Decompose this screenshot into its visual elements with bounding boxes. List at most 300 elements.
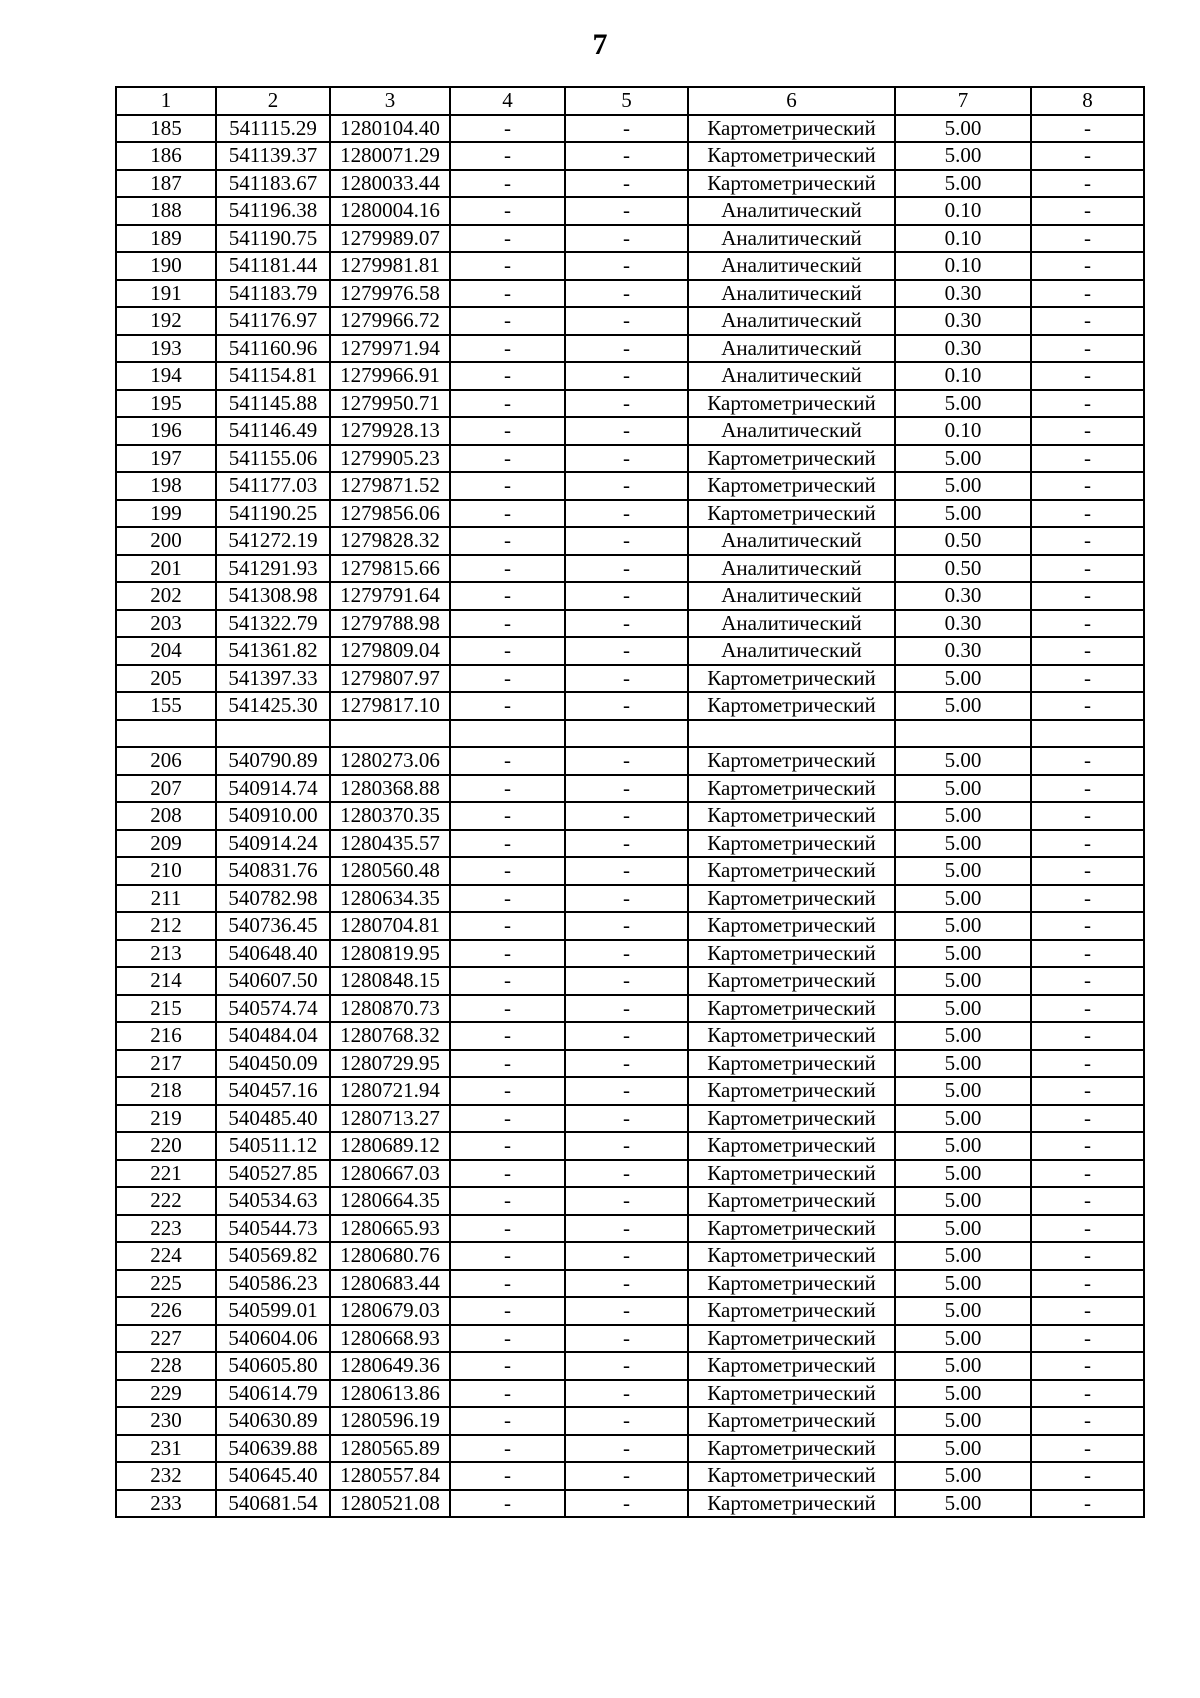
- cell-method: Картометрический: [688, 885, 895, 913]
- cell-col-4: -: [450, 1380, 565, 1408]
- cell-x-coordinate: 541322.79: [216, 610, 330, 638]
- cell-col-5: -: [565, 115, 688, 143]
- cell-method: Картометрический: [688, 1187, 895, 1215]
- cell-point-number: 194: [116, 362, 216, 390]
- cell-col-8: -: [1031, 252, 1144, 280]
- cell-method: Картометрический: [688, 692, 895, 720]
- table-row: [116, 170, 1144, 198]
- cell-accuracy: 0.30: [895, 280, 1031, 308]
- cell-method: Картометрический: [688, 912, 895, 940]
- cell-col-8: -: [1031, 1490, 1144, 1518]
- cell-y-coordinate: 1280848.15: [330, 967, 450, 995]
- cell-method: Картометрический: [688, 747, 895, 775]
- cell-col-4: -: [450, 1490, 565, 1518]
- cell-col-8: -: [1031, 527, 1144, 555]
- cell-y-coordinate: 1280704.81: [330, 912, 450, 940]
- cell-y-coordinate: 1280521.08: [330, 1490, 450, 1518]
- cell-col-4: -: [450, 775, 565, 803]
- cell-x-coordinate: 541155.06: [216, 445, 330, 473]
- cell-accuracy: 5.00: [895, 995, 1031, 1023]
- cell-method: Картометрический: [688, 1132, 895, 1160]
- cell-col-4: -: [450, 1132, 565, 1160]
- cell-col-8: -: [1031, 335, 1144, 363]
- table-row: [116, 692, 1144, 720]
- cell-method: Аналитический: [688, 197, 895, 225]
- cell-col-4: -: [450, 1105, 565, 1133]
- cell-accuracy: 0.10: [895, 417, 1031, 445]
- cell-col-4: -: [450, 472, 565, 500]
- cell-accuracy: 5.00: [895, 1462, 1031, 1490]
- cell-y-coordinate: 1279981.81: [330, 252, 450, 280]
- cell-x-coordinate: 541154.81: [216, 362, 330, 390]
- cell-method: Аналитический: [688, 555, 895, 583]
- cell-col-8: -: [1031, 940, 1144, 968]
- cell-y-coordinate: 1280680.76: [330, 1242, 450, 1270]
- cell-y-coordinate: 1280713.27: [330, 1105, 450, 1133]
- cell-col-8: -: [1031, 1270, 1144, 1298]
- cell-method: Картометрический: [688, 1435, 895, 1463]
- cell-point-number: 227: [116, 1325, 216, 1353]
- cell-col-4: -: [450, 1160, 565, 1188]
- cell-col-5: -: [565, 1270, 688, 1298]
- cell-method: Картометрический: [688, 1407, 895, 1435]
- cell-col-4: -: [450, 280, 565, 308]
- cell-point-number: 228: [116, 1352, 216, 1380]
- cell-y-coordinate: 1279989.07: [330, 225, 450, 253]
- cell-point-number: 196: [116, 417, 216, 445]
- table-row: [116, 1297, 1144, 1325]
- table-row: [116, 1132, 1144, 1160]
- cell-accuracy: 0.30: [895, 637, 1031, 665]
- cell-point-number: 221: [116, 1160, 216, 1188]
- cell-method: Картометрический: [688, 390, 895, 418]
- cell-x-coordinate: 541177.03: [216, 472, 330, 500]
- column-header-7: 7: [895, 87, 1031, 115]
- cell-accuracy: 5.00: [895, 802, 1031, 830]
- cell-col-4: -: [450, 142, 565, 170]
- cell-col-5: -: [565, 527, 688, 555]
- cell-method: Аналитический: [688, 610, 895, 638]
- cell-accuracy: 5.00: [895, 1325, 1031, 1353]
- table-row: [116, 637, 1144, 665]
- table-row: [116, 362, 1144, 390]
- cell-col-4: -: [450, 390, 565, 418]
- separator-row: [116, 720, 1144, 748]
- table-row: [116, 885, 1144, 913]
- table-row: [116, 1435, 1144, 1463]
- cell-col-8: -: [1031, 1352, 1144, 1380]
- cell-y-coordinate: 1280596.19: [330, 1407, 450, 1435]
- cell-x-coordinate: 540645.40: [216, 1462, 330, 1490]
- cell-point-number: 215: [116, 995, 216, 1023]
- cell-col-4: -: [450, 197, 565, 225]
- cell-accuracy: 5.00: [895, 1352, 1031, 1380]
- cell-col-4: -: [450, 362, 565, 390]
- cell-y-coordinate: 1280557.84: [330, 1462, 450, 1490]
- table-row: [116, 417, 1144, 445]
- table-row: [116, 1270, 1144, 1298]
- cell-y-coordinate: 1279871.52: [330, 472, 450, 500]
- table-row: [116, 390, 1144, 418]
- cell-method: Картометрический: [688, 857, 895, 885]
- cell-y-coordinate: 1280273.06: [330, 747, 450, 775]
- table-row: [116, 472, 1144, 500]
- cell-col-4: -: [450, 417, 565, 445]
- cell-col-8: -: [1031, 197, 1144, 225]
- cell-y-coordinate: 1279966.91: [330, 362, 450, 390]
- column-header-8: 8: [1031, 87, 1144, 115]
- cell-method: Картометрический: [688, 665, 895, 693]
- cell-col-5: -: [565, 940, 688, 968]
- cell-accuracy: 5.00: [895, 1215, 1031, 1243]
- cell-col-4: -: [450, 225, 565, 253]
- cell-col-4: -: [450, 1187, 565, 1215]
- cell-accuracy: 5.00: [895, 1187, 1031, 1215]
- cell-col-8: -: [1031, 280, 1144, 308]
- cell-y-coordinate: 1280033.44: [330, 170, 450, 198]
- cell-method: Картометрический: [688, 1215, 895, 1243]
- table-row: [116, 802, 1144, 830]
- table-body: [116, 87, 1144, 1517]
- cell-point-number: 230: [116, 1407, 216, 1435]
- cell-x-coordinate: 541190.75: [216, 225, 330, 253]
- cell-x-coordinate: 540511.12: [216, 1132, 330, 1160]
- cell-accuracy: 5.00: [895, 665, 1031, 693]
- cell-col-4: -: [450, 445, 565, 473]
- cell-x-coordinate: 540569.82: [216, 1242, 330, 1270]
- cell-col-5: -: [565, 1407, 688, 1435]
- cell-point-number: 211: [116, 885, 216, 913]
- cell-y-coordinate: 1280104.40: [330, 115, 450, 143]
- cell-method: Картометрический: [688, 1105, 895, 1133]
- cell-col-4: -: [450, 1022, 565, 1050]
- coordinates-table: [115, 86, 1145, 1518]
- cell-col-8: -: [1031, 1077, 1144, 1105]
- cell-col-8: -: [1031, 1187, 1144, 1215]
- cell-y-coordinate: 1280560.48: [330, 857, 450, 885]
- cell-y-coordinate: 1280649.36: [330, 1352, 450, 1380]
- cell-col-8: [1031, 720, 1144, 748]
- cell-accuracy: 0.10: [895, 362, 1031, 390]
- cell-col-8: -: [1031, 692, 1144, 720]
- cell-method: Картометрический: [688, 115, 895, 143]
- cell-method: [688, 720, 895, 748]
- cell-y-coordinate: 1279788.98: [330, 610, 450, 638]
- cell-col-4: -: [450, 1270, 565, 1298]
- cell-point-number: 210: [116, 857, 216, 885]
- cell-x-coordinate: 540534.63: [216, 1187, 330, 1215]
- cell-col-4: -: [450, 665, 565, 693]
- cell-col-5: -: [565, 1105, 688, 1133]
- cell-accuracy: 5.00: [895, 1132, 1031, 1160]
- column-header-2: 2: [216, 87, 330, 115]
- cell-accuracy: 5.00: [895, 1077, 1031, 1105]
- cell-accuracy: 0.30: [895, 610, 1031, 638]
- cell-col-4: -: [450, 830, 565, 858]
- cell-method: Картометрический: [688, 1462, 895, 1490]
- cell-col-4: -: [450, 967, 565, 995]
- cell-col-8: -: [1031, 500, 1144, 528]
- table-row: [116, 197, 1144, 225]
- cell-col-8: -: [1031, 170, 1144, 198]
- cell-col-4: -: [450, 1325, 565, 1353]
- table-row: [116, 582, 1144, 610]
- table-row: [116, 1380, 1144, 1408]
- cell-col-4: -: [450, 252, 565, 280]
- cell-x-coordinate: 540914.24: [216, 830, 330, 858]
- table-row: [116, 307, 1144, 335]
- table-row: [116, 665, 1144, 693]
- cell-col-8: -: [1031, 445, 1144, 473]
- cell-point-number: 223: [116, 1215, 216, 1243]
- cell-col-5: -: [565, 225, 688, 253]
- cell-accuracy: 0.30: [895, 335, 1031, 363]
- cell-col-8: -: [1031, 967, 1144, 995]
- cell-x-coordinate: 540910.00: [216, 802, 330, 830]
- cell-col-5: -: [565, 610, 688, 638]
- table-row: [116, 115, 1144, 143]
- cell-x-coordinate: 541160.96: [216, 335, 330, 363]
- cell-col-5: -: [565, 362, 688, 390]
- cell-col-8: -: [1031, 1435, 1144, 1463]
- cell-col-4: -: [450, 1435, 565, 1463]
- cell-method: Картометрический: [688, 1490, 895, 1518]
- cell-y-coordinate: 1280435.57: [330, 830, 450, 858]
- cell-col-5: -: [565, 1187, 688, 1215]
- cell-point-number: [116, 720, 216, 748]
- cell-y-coordinate: 1280004.16: [330, 197, 450, 225]
- column-header-3: 3: [330, 87, 450, 115]
- cell-point-number: 205: [116, 665, 216, 693]
- cell-point-number: 189: [116, 225, 216, 253]
- cell-x-coordinate: 541308.98: [216, 582, 330, 610]
- cell-col-4: -: [450, 857, 565, 885]
- cell-point-number: 222: [116, 1187, 216, 1215]
- cell-col-4: -: [450, 802, 565, 830]
- cell-accuracy: 5.00: [895, 967, 1031, 995]
- cell-x-coordinate: 541139.37: [216, 142, 330, 170]
- table-row: [116, 857, 1144, 885]
- cell-x-coordinate: 540457.16: [216, 1077, 330, 1105]
- cell-accuracy: [895, 720, 1031, 748]
- cell-y-coordinate: 1279856.06: [330, 500, 450, 528]
- table-row: [116, 500, 1144, 528]
- cell-accuracy: 0.10: [895, 225, 1031, 253]
- cell-x-coordinate: 541196.38: [216, 197, 330, 225]
- cell-point-number: 155: [116, 692, 216, 720]
- cell-col-8: -: [1031, 637, 1144, 665]
- cell-col-8: -: [1031, 912, 1144, 940]
- cell-x-coordinate: 541181.44: [216, 252, 330, 280]
- cell-col-5: -: [565, 1380, 688, 1408]
- cell-method: Картометрический: [688, 500, 895, 528]
- cell-col-5: -: [565, 1297, 688, 1325]
- cell-accuracy: 5.00: [895, 1380, 1031, 1408]
- table-row: [116, 1215, 1144, 1243]
- cell-accuracy: 5.00: [895, 445, 1031, 473]
- cell-point-number: 218: [116, 1077, 216, 1105]
- table-row: [116, 830, 1144, 858]
- cell-x-coordinate: 540605.80: [216, 1352, 330, 1380]
- cell-method: Картометрический: [688, 775, 895, 803]
- cell-point-number: 224: [116, 1242, 216, 1270]
- cell-x-coordinate: 540648.40: [216, 940, 330, 968]
- table-row: [116, 335, 1144, 363]
- cell-col-4: -: [450, 1297, 565, 1325]
- cell-y-coordinate: 1280664.35: [330, 1187, 450, 1215]
- cell-y-coordinate: 1280679.03: [330, 1297, 450, 1325]
- cell-method: Картометрический: [688, 995, 895, 1023]
- cell-x-coordinate: 540604.06: [216, 1325, 330, 1353]
- cell-col-4: -: [450, 170, 565, 198]
- cell-col-5: -: [565, 967, 688, 995]
- cell-method: Аналитический: [688, 225, 895, 253]
- cell-y-coordinate: 1279950.71: [330, 390, 450, 418]
- cell-method: Картометрический: [688, 1325, 895, 1353]
- table-row: [116, 1022, 1144, 1050]
- cell-method: Аналитический: [688, 362, 895, 390]
- cell-x-coordinate: 541291.93: [216, 555, 330, 583]
- cell-x-coordinate: 541272.19: [216, 527, 330, 555]
- cell-col-8: -: [1031, 1407, 1144, 1435]
- cell-point-number: 186: [116, 142, 216, 170]
- cell-col-4: -: [450, 912, 565, 940]
- cell-x-coordinate: 540630.89: [216, 1407, 330, 1435]
- table-row: [116, 1352, 1144, 1380]
- cell-col-5: -: [565, 637, 688, 665]
- cell-x-coordinate: 541115.29: [216, 115, 330, 143]
- cell-accuracy: 5.00: [895, 1490, 1031, 1518]
- cell-point-number: 232: [116, 1462, 216, 1490]
- cell-y-coordinate: 1279905.23: [330, 445, 450, 473]
- cell-col-8: -: [1031, 1132, 1144, 1160]
- cell-col-5: -: [565, 665, 688, 693]
- cell-col-4: -: [450, 115, 565, 143]
- cell-accuracy: 0.50: [895, 527, 1031, 555]
- cell-col-5: -: [565, 1325, 688, 1353]
- cell-method: Аналитический: [688, 252, 895, 280]
- cell-y-coordinate: 1280667.03: [330, 1160, 450, 1188]
- cell-x-coordinate: 540484.04: [216, 1022, 330, 1050]
- table-row: [116, 912, 1144, 940]
- cell-col-5: -: [565, 1050, 688, 1078]
- cell-point-number: 220: [116, 1132, 216, 1160]
- cell-col-5: -: [565, 1132, 688, 1160]
- cell-col-8: -: [1031, 1380, 1144, 1408]
- cell-col-8: -: [1031, 1050, 1144, 1078]
- table-row: [116, 1407, 1144, 1435]
- cell-y-coordinate: 1280689.12: [330, 1132, 450, 1160]
- column-header-4: 4: [450, 87, 565, 115]
- cell-accuracy: 5.00: [895, 170, 1031, 198]
- table-row: [116, 527, 1144, 555]
- cell-point-number: 233: [116, 1490, 216, 1518]
- cell-x-coordinate: 541176.97: [216, 307, 330, 335]
- cell-col-4: -: [450, 307, 565, 335]
- cell-col-5: -: [565, 142, 688, 170]
- cell-accuracy: 0.10: [895, 252, 1031, 280]
- cell-accuracy: 5.00: [895, 390, 1031, 418]
- cell-col-4: -: [450, 1050, 565, 1078]
- cell-point-number: 207: [116, 775, 216, 803]
- cell-col-5: -: [565, 1022, 688, 1050]
- cell-col-5: -: [565, 582, 688, 610]
- cell-point-number: 208: [116, 802, 216, 830]
- column-header-1: 1: [116, 87, 216, 115]
- cell-col-5: -: [565, 1462, 688, 1490]
- cell-col-5: -: [565, 692, 688, 720]
- cell-accuracy: 5.00: [895, 1242, 1031, 1270]
- cell-col-8: -: [1031, 1462, 1144, 1490]
- cell-method: Аналитический: [688, 582, 895, 610]
- cell-col-8: -: [1031, 582, 1144, 610]
- cell-x-coordinate: 541146.49: [216, 417, 330, 445]
- cell-point-number: 191: [116, 280, 216, 308]
- table-row: [116, 1462, 1144, 1490]
- cell-x-coordinate: 540450.09: [216, 1050, 330, 1078]
- cell-col-4: -: [450, 582, 565, 610]
- cell-y-coordinate: 1280819.95: [330, 940, 450, 968]
- cell-x-coordinate: 540790.89: [216, 747, 330, 775]
- cell-col-8: -: [1031, 1242, 1144, 1270]
- cell-col-4: -: [450, 1242, 565, 1270]
- cell-x-coordinate: [216, 720, 330, 748]
- cell-col-4: -: [450, 527, 565, 555]
- cell-col-8: -: [1031, 665, 1144, 693]
- cell-x-coordinate: 541183.79: [216, 280, 330, 308]
- table-row: [116, 995, 1144, 1023]
- table-row: [116, 280, 1144, 308]
- cell-accuracy: 5.00: [895, 940, 1031, 968]
- cell-y-coordinate: 1280683.44: [330, 1270, 450, 1298]
- cell-point-number: 202: [116, 582, 216, 610]
- cell-point-number: 198: [116, 472, 216, 500]
- cell-point-number: 229: [116, 1380, 216, 1408]
- table-row: [116, 1050, 1144, 1078]
- cell-col-5: -: [565, 1490, 688, 1518]
- cell-col-5: -: [565, 500, 688, 528]
- cell-col-5: -: [565, 417, 688, 445]
- cell-col-4: -: [450, 610, 565, 638]
- table-row: [116, 1187, 1144, 1215]
- table-row: [116, 775, 1144, 803]
- column-header-5: 5: [565, 87, 688, 115]
- cell-y-coordinate: 1280613.86: [330, 1380, 450, 1408]
- cell-method: Картометрический: [688, 1050, 895, 1078]
- cell-point-number: 201: [116, 555, 216, 583]
- cell-y-coordinate: 1279809.04: [330, 637, 450, 665]
- cell-method: Аналитический: [688, 637, 895, 665]
- cell-col-4: -: [450, 940, 565, 968]
- cell-col-4: -: [450, 1077, 565, 1105]
- cell-x-coordinate: 541145.88: [216, 390, 330, 418]
- cell-col-4: -: [450, 1407, 565, 1435]
- header-row: [116, 87, 1144, 115]
- cell-accuracy: 5.00: [895, 500, 1031, 528]
- cell-col-8: -: [1031, 142, 1144, 170]
- cell-col-8: -: [1031, 885, 1144, 913]
- cell-method: Картометрический: [688, 445, 895, 473]
- cell-method: Картометрический: [688, 472, 895, 500]
- cell-x-coordinate: 541425.30: [216, 692, 330, 720]
- cell-col-5: -: [565, 1435, 688, 1463]
- cell-accuracy: 5.00: [895, 1435, 1031, 1463]
- cell-x-coordinate: 541397.33: [216, 665, 330, 693]
- cell-point-number: 212: [116, 912, 216, 940]
- cell-col-5: -: [565, 1242, 688, 1270]
- cell-method: Аналитический: [688, 527, 895, 555]
- cell-col-4: -: [450, 335, 565, 363]
